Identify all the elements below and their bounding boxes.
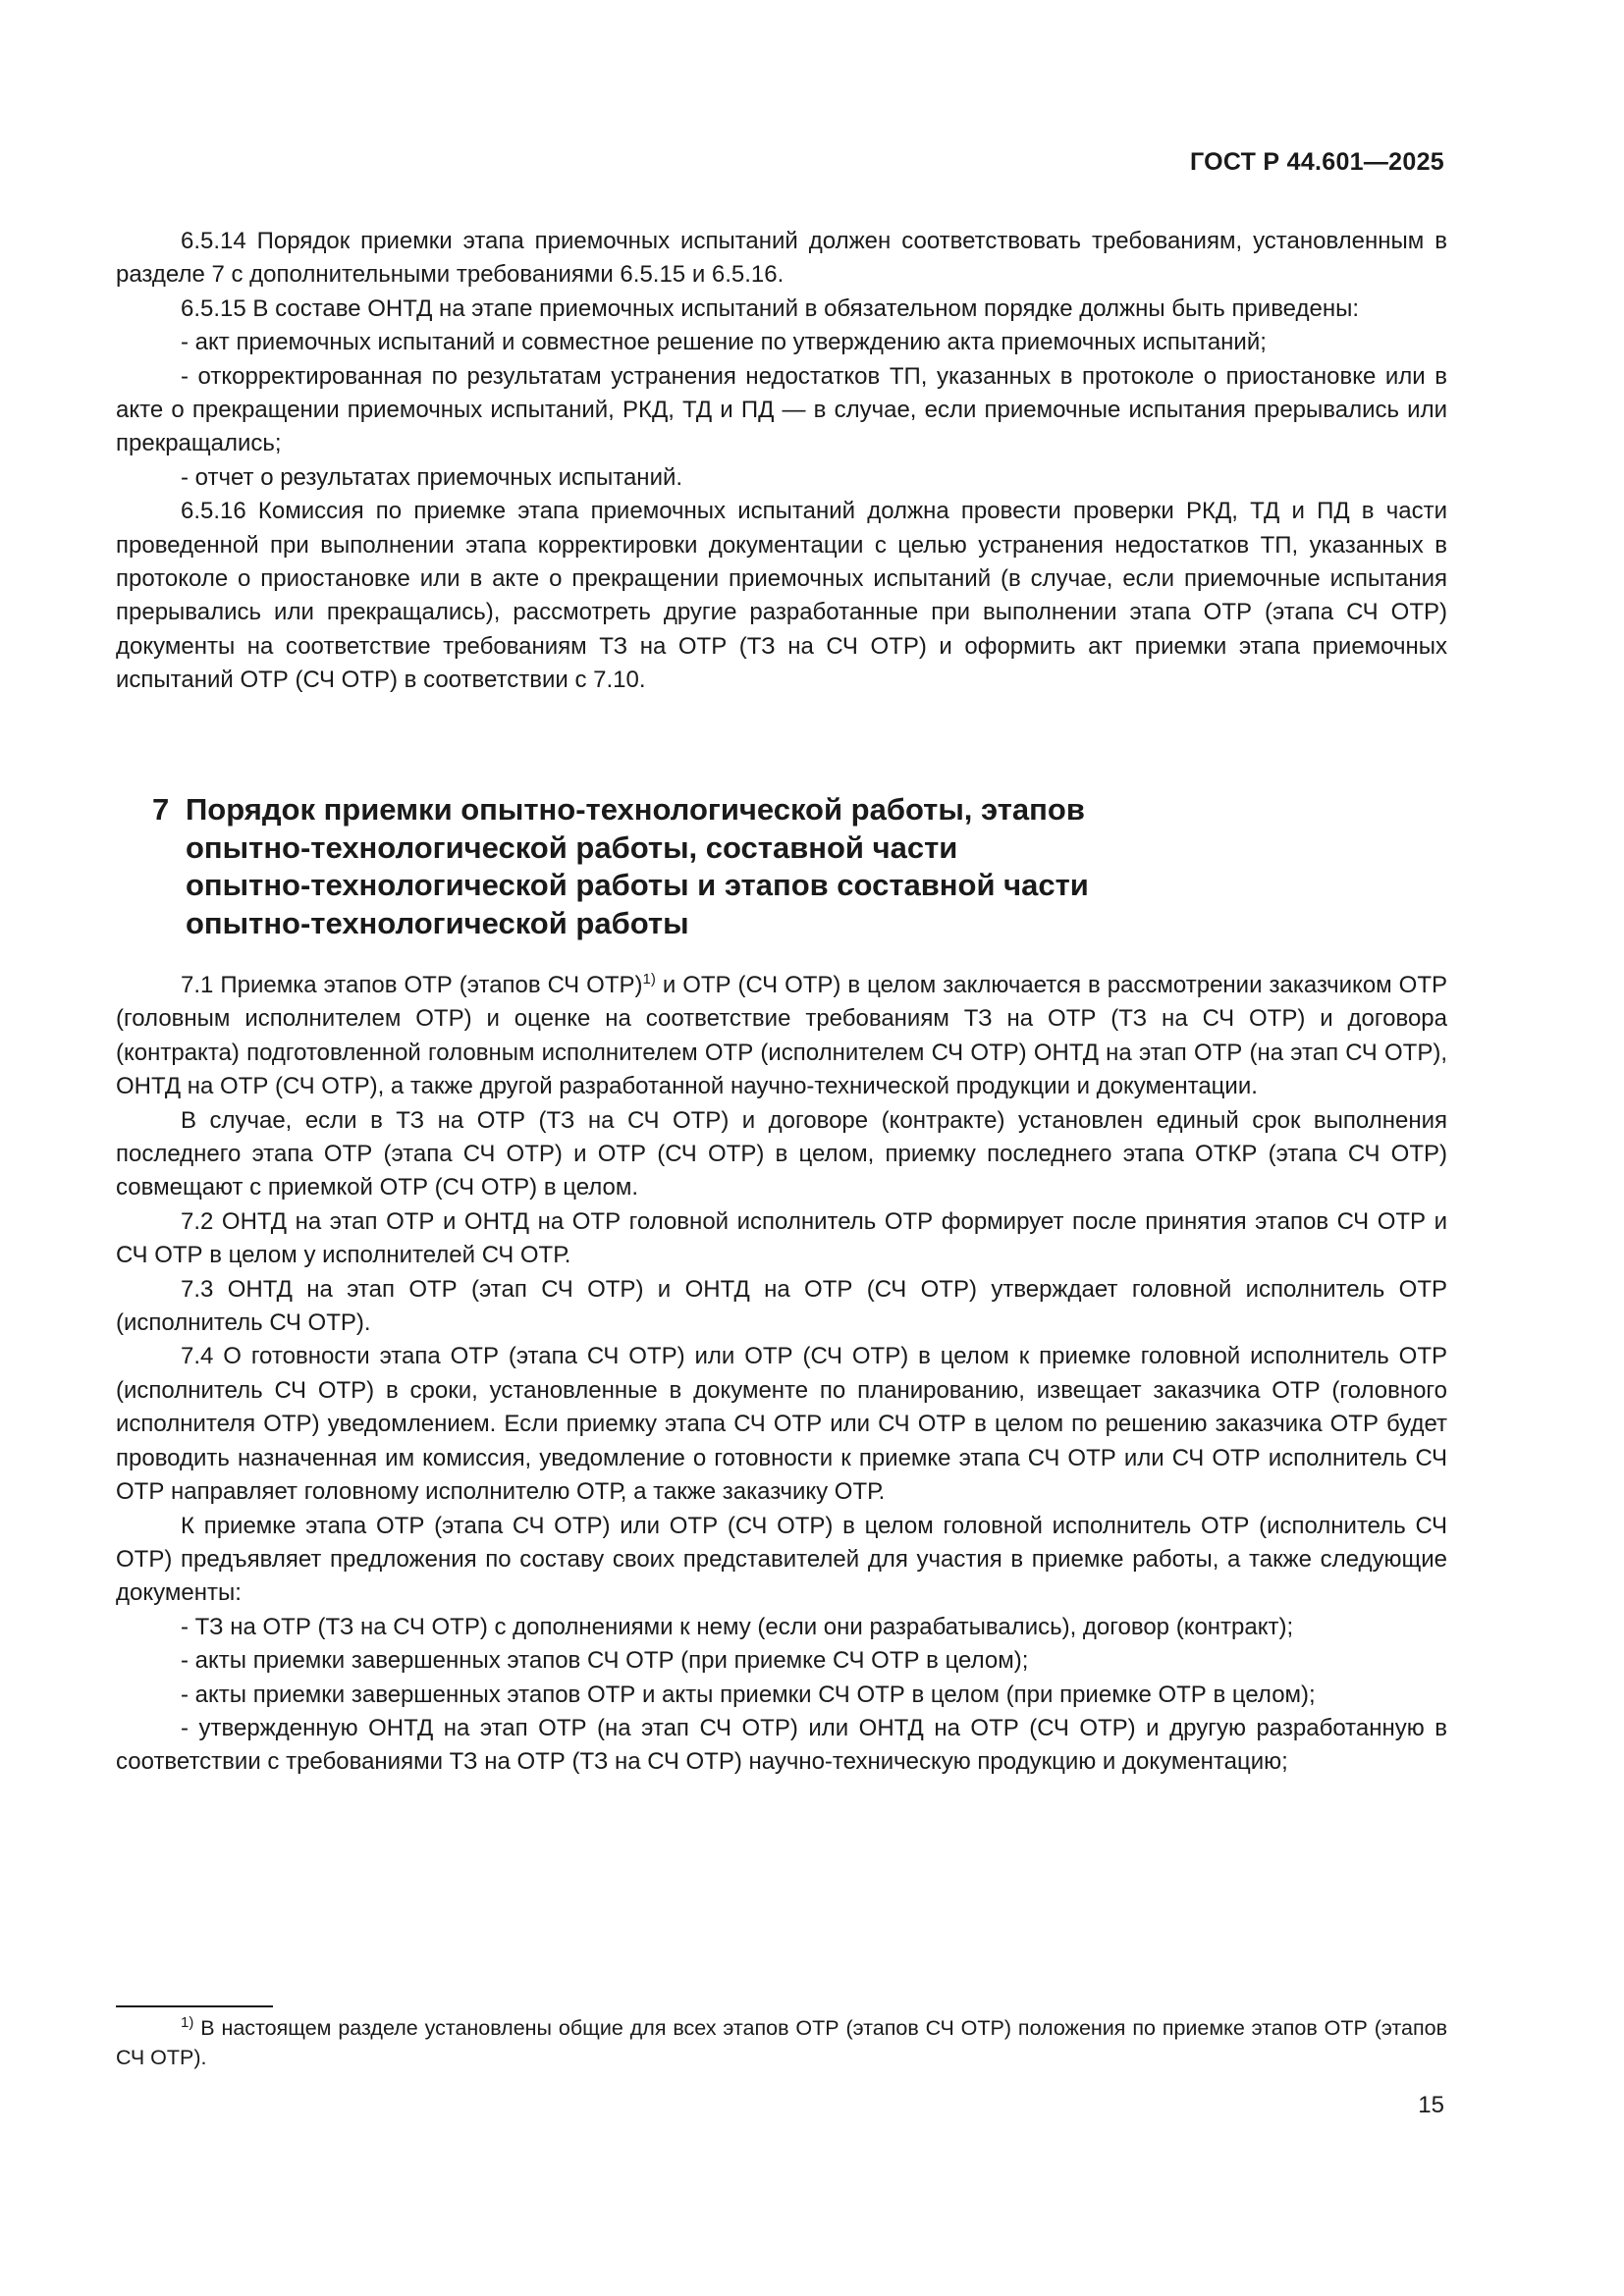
paragraph-6-5-14: 6.5.14 Порядок приемки этапа приемочных испытаний должен соответствовать требованиям, установленным в разделе 7 с дополнительными требованиями 6.5.15 и 6.5.16. [116,228,1447,289]
paragraph-7-4-continued: К приемке этапа ОТР (этапа СЧ ОТР) или ОТР (СЧ ОТР) в целом головной исполнитель ОТР (исполнитель СЧ ОТР) предъявляет предложения по составу своих представителей для участия в приемке работы, а также следующие документы: [116,1512,1447,1607]
paragraph-text: 7.1 Приемка этапов ОТР (этапов СЧ ОТР) [181,972,643,998]
footnote-marker: 1) [181,2013,194,2031]
paragraph-7-2: 7.2 ОНТД на этап ОТР и ОНТД на ОТР головной исполнитель ОТР формирует после принятия этапов СЧ ОТР и СЧ ОТР в целом у исполнителей СЧ ОТР. [116,1207,1447,1269]
list-item: - откорректированная по результатам устранения недостатков ТП, указанных в протоколе о приостановке или в акте о прекращении приемочных испытаний, РКД, ТД и ПД — в случае, если приемочные испытания прерывались или прекращались; [116,362,1447,457]
paragraph-6-5-16: 6.5.16 Комиссия по приемке этапа приемочных испытаний должна провести проверки РКД, ТД и ПД в части проведенной при выполнении этапа корректировки документации с целью устранения недостатков ТП, указанных в протоколе о приостановке или в акте о прекращении приемочных испытаний (в случае, если приемочные испытания прерывались или прекращались), рассмотреть другие разработанные при выполнении этапа ОТР (этапа СЧ ОТР) документы на соответствие требованиям ТЗ на ОТР (ТЗ на СЧ ОТР) и оформить акт приемки этапа приемочных испытаний ОТР (СЧ ОТР) в соответствии с 7.10. [116,498,1447,694]
footnote-body: В настоящем разделе установлены общие для всех этапов ОТР (этапов СЧ ОТР) положения по приемке этапов ОТР (этапов СЧ ОТР). [116,2016,1447,2069]
heading-line: опытно-технологической работы и этапов составной части [186,868,1089,902]
section-6-5-text [116,225,1447,698]
footnote-text [116,2013,1447,2072]
list-item: - акт приемочных испытаний и совместное решение по утверждению акта приемочных испытаний; [181,329,1267,356]
list-item: - акты приемки завершенных этапов СЧ ОТР (при приемке СЧ ОТР в целом); [181,1647,1029,1675]
footnote-reference: 1) [642,971,656,988]
heading-line: опытно-технологической работы [186,905,689,940]
paragraph-6-5-15: 6.5.15 В составе ОНТД на этапе приемочных испытаний в обязательном порядке должны быть приведены: [181,294,1360,322]
paragraph-7-1 [116,969,1447,1104]
list-item: - утвержденную ОНТД на этап ОТР (на этап СЧ ОТР) или ОНТД на ОТР (СЧ ОТР) и другую разработанную в соответствии с требованиями ТЗ на ОТР (ТЗ на СЧ ОТР) научно-техническую продукцию и документацию; [116,1714,1447,1776]
paragraph-7-1-continued: В случае, если в ТЗ на ОТР (ТЗ на СЧ ОТР) и договоре (контракте) установлен единый срок выполнения последнего этапа ОТР (этапа СЧ ОТР) и ОТР (СЧ ОТР) в целом, приемку последнего этапа ОТКР (этапа СЧ ОТР) совмещают с приемкой ОТР (СЧ ОТР) в целом. [116,1106,1447,1201]
heading-line: Порядок приемки опытно-технологической работы, этапов [186,792,1085,827]
footnote-separator [116,2005,273,2007]
heading-line: опытно-технологической работы, составной части [186,829,958,865]
section-7-text [116,969,1447,1780]
list-item: - отчет о результатах приемочных испытаний. [181,463,683,491]
section-number: 7 [152,792,170,827]
paragraph-7-4: 7.4 О готовности этапа ОТР (этапа СЧ ОТР) или ОТР (СЧ ОТР) в целом к приемке головной исполнитель ОТР (исполнитель СЧ ОТР) в сроки, установленные в документе по планированию, извещает заказчика ОТР (головного исполнителя ОТР) уведомлением. Если приемку этапа СЧ ОТР или СЧ ОТР в целом по решению заказчика ОТР будет проводить назначенная им комиссия, уведомление о готовности к приемке этапа СЧ ОТР или СЧ ОТР исполнитель СЧ ОТР направляет головному исполнителю ОТР, а также заказчику ОТР. [116,1343,1447,1506]
list-item: - ТЗ на ОТР (ТЗ на СЧ ОТР) с дополнениями к нему (если они разрабатывались), договор (контракт); [181,1613,1294,1640]
section-7-heading [152,791,1364,942]
list-item: - акты приемки завершенных этапов ОТР и акты приемки СЧ ОТР в целом (при приемке ОТР в целом); [181,1681,1316,1708]
paragraph-7-3: 7.3 ОНТД на этап ОТР (этап СЧ ОТР) и ОНТД на ОТР (СЧ ОТР) утверждает головной исполнитель ОТР (исполнитель СЧ ОТР). [116,1275,1447,1337]
document-header: ГОСТ Р 44.601—2025 [1189,148,1444,176]
footnote [116,2013,1447,2072]
page-number: 15 [1418,2092,1444,2118]
paragraph-text: и ОТР (СЧ ОТР) в целом заключается в рассмотрении заказчиком ОТР (головным исполнителем ОТР) и оценке на соответствие требованиям ТЗ на ОТР (ТЗ на СЧ ОТР) и договора (контракта) подготовленной головным исполнителем ОТР (исполнителем СЧ ОТР) ОНТД на этап ОТР (на этап СЧ ОТР), ОНТД на ОТР (СЧ ОТР), а также другой разработанной научно-технической продукции и документации. [116,972,1447,1100]
